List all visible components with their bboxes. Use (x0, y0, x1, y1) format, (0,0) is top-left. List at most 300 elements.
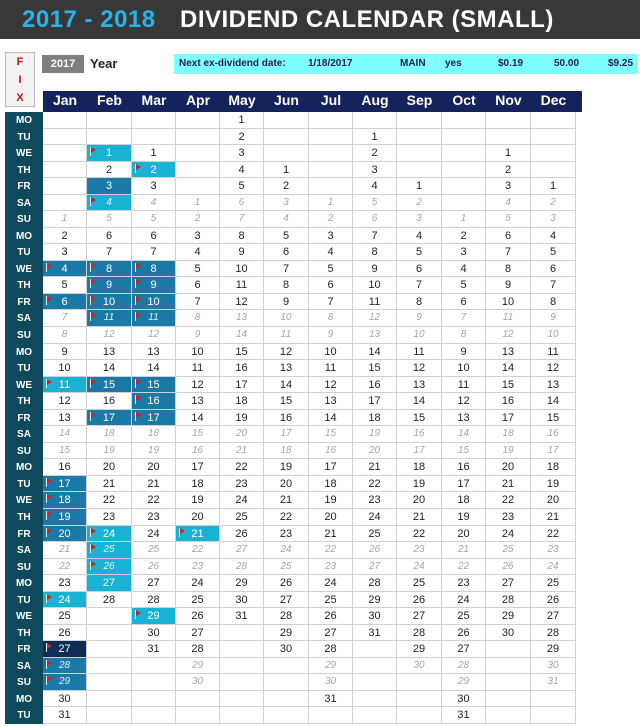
calendar-cell[interactable]: 9 (43, 344, 87, 361)
calendar-cell[interactable]: 6 (353, 211, 397, 228)
calendar-cell[interactable]: 13 (264, 360, 309, 377)
calendar-cell[interactable]: 25 (486, 542, 531, 559)
calendar-cell[interactable]: 30 (397, 658, 442, 675)
calendar-cell[interactable]: 2 (220, 129, 264, 146)
calendar-cell[interactable]: 10 (176, 344, 220, 361)
calendar-cell[interactable]: 1 (264, 162, 309, 179)
calendar-cell[interactable]: 19 (87, 443, 132, 460)
calendar-cell[interactable]: 4 (309, 244, 353, 261)
calendar-cell[interactable]: 15 (353, 360, 397, 377)
calendar-cell[interactable]: 28 (43, 658, 87, 675)
calendar-cell[interactable]: 30 (220, 592, 264, 609)
calendar-cell[interactable]: 18 (132, 426, 176, 443)
calendar-cell[interactable]: 9 (397, 310, 442, 327)
calendar-cell[interactable]: 16 (87, 393, 132, 410)
calendar-cell[interactable]: 9 (176, 327, 220, 344)
calendar-cell[interactable]: 8 (531, 294, 576, 311)
calendar-cell[interactable]: 23 (220, 476, 264, 493)
calendar-cell[interactable]: 16 (176, 443, 220, 460)
calendar-cell[interactable]: 22 (309, 542, 353, 559)
calendar-cell[interactable]: 31 (531, 674, 576, 691)
calendar-cell[interactable]: 21 (176, 526, 220, 543)
calendar-cell[interactable]: 31 (309, 691, 353, 708)
calendar-cell[interactable]: 2 (531, 195, 576, 212)
calendar-cell[interactable]: 17 (531, 443, 576, 460)
calendar-cell[interactable]: 23 (353, 492, 397, 509)
calendar-cell[interactable]: 31 (132, 641, 176, 658)
calendar-cell[interactable]: 3 (309, 228, 353, 245)
calendar-cell[interactable]: 9 (220, 244, 264, 261)
calendar-cell[interactable]: 5 (43, 277, 87, 294)
calendar-cell[interactable]: 26 (531, 592, 576, 609)
calendar-cell[interactable]: 12 (353, 310, 397, 327)
calendar-cell[interactable]: 12 (264, 344, 309, 361)
calendar-cell[interactable]: 8 (309, 310, 353, 327)
calendar-cell[interactable]: 7 (264, 261, 309, 278)
calendar-cell[interactable]: 9 (353, 261, 397, 278)
calendar-cell[interactable]: 29 (264, 625, 309, 642)
calendar-cell[interactable]: 6 (486, 228, 531, 245)
calendar-cell[interactable]: 12 (132, 327, 176, 344)
calendar-cell[interactable]: 15 (220, 344, 264, 361)
calendar-cell[interactable]: 1 (486, 145, 531, 162)
calendar-cell[interactable]: 10 (486, 294, 531, 311)
calendar-cell[interactable]: 3 (353, 162, 397, 179)
calendar-cell[interactable]: 7 (486, 244, 531, 261)
calendar-cell[interactable]: 7 (87, 244, 132, 261)
calendar-cell[interactable]: 24 (220, 492, 264, 509)
calendar-cell[interactable]: 14 (442, 426, 486, 443)
calendar-cell[interactable]: 17 (220, 377, 264, 394)
calendar-cell[interactable]: 28 (397, 625, 442, 642)
calendar-cell[interactable]: 6 (264, 244, 309, 261)
calendar-cell[interactable]: 10 (397, 327, 442, 344)
calendar-cell[interactable]: 19 (397, 476, 442, 493)
calendar-cell[interactable]: 23 (43, 575, 87, 592)
calendar-cell[interactable]: 26 (264, 575, 309, 592)
calendar-cell[interactable]: 29 (309, 658, 353, 675)
calendar-cell[interactable]: 27 (220, 542, 264, 559)
calendar-cell[interactable]: 27 (87, 575, 132, 592)
calendar-cell[interactable]: 15 (531, 410, 576, 427)
calendar-cell[interactable]: 14 (309, 410, 353, 427)
calendar-cell[interactable]: 18 (486, 426, 531, 443)
calendar-cell[interactable]: 28 (132, 592, 176, 609)
calendar-cell[interactable]: 22 (353, 476, 397, 493)
calendar-cell[interactable]: 15 (264, 393, 309, 410)
calendar-cell[interactable]: 12 (309, 377, 353, 394)
calendar-cell[interactable]: 18 (397, 459, 442, 476)
calendar-cell[interactable]: 14 (132, 360, 176, 377)
calendar-cell[interactable]: 5 (531, 244, 576, 261)
calendar-cell[interactable]: 11 (531, 344, 576, 361)
calendar-cell[interactable]: 11 (309, 360, 353, 377)
calendar-cell[interactable]: 27 (442, 641, 486, 658)
calendar-cell[interactable]: 4 (220, 162, 264, 179)
calendar-cell[interactable]: 16 (442, 459, 486, 476)
calendar-cell[interactable]: 14 (87, 360, 132, 377)
calendar-cell[interactable]: 24 (442, 592, 486, 609)
calendar-cell[interactable]: 8 (353, 244, 397, 261)
calendar-cell[interactable]: 9 (486, 277, 531, 294)
calendar-cell[interactable]: 6 (397, 261, 442, 278)
calendar-cell[interactable]: 25 (176, 592, 220, 609)
calendar-cell[interactable]: 16 (43, 459, 87, 476)
calendar-cell[interactable]: 25 (87, 542, 132, 559)
calendar-cell[interactable]: 11 (264, 327, 309, 344)
calendar-cell[interactable]: 24 (176, 575, 220, 592)
calendar-cell[interactable]: 31 (43, 707, 87, 724)
calendar-cell[interactable]: 2 (132, 162, 176, 179)
calendar-cell[interactable]: 22 (397, 526, 442, 543)
calendar-cell[interactable]: 26 (353, 542, 397, 559)
calendar-cell[interactable]: 23 (442, 575, 486, 592)
calendar-cell[interactable]: 21 (531, 509, 576, 526)
calendar-cell[interactable]: 15 (43, 443, 87, 460)
calendar-cell[interactable]: 12 (43, 393, 87, 410)
calendar-cell[interactable]: 19 (43, 509, 87, 526)
calendar-cell[interactable]: 3 (132, 178, 176, 195)
calendar-cell[interactable]: 27 (353, 559, 397, 576)
calendar-cell[interactable]: 1 (353, 129, 397, 146)
calendar-cell[interactable]: 20 (531, 492, 576, 509)
calendar-cell[interactable]: 18 (264, 443, 309, 460)
calendar-cell[interactable]: 17 (397, 443, 442, 460)
calendar-cell[interactable]: 8 (220, 228, 264, 245)
calendar-cell[interactable]: 3 (442, 244, 486, 261)
calendar-cell[interactable]: 12 (531, 360, 576, 377)
calendar-cell[interactable]: 16 (264, 410, 309, 427)
calendar-cell[interactable]: 21 (397, 509, 442, 526)
calendar-cell[interactable]: 15 (87, 377, 132, 394)
calendar-cell[interactable]: 4 (264, 211, 309, 228)
calendar-cell[interactable]: 27 (309, 625, 353, 642)
calendar-cell[interactable]: 20 (264, 476, 309, 493)
calendar-cell[interactable]: 12 (87, 327, 132, 344)
calendar-cell[interactable]: 28 (309, 641, 353, 658)
calendar-cell[interactable]: 21 (220, 443, 264, 460)
calendar-cell[interactable]: 20 (397, 492, 442, 509)
calendar-cell[interactable]: 10 (353, 277, 397, 294)
calendar-cell[interactable]: 24 (264, 542, 309, 559)
calendar-cell[interactable]: 18 (353, 410, 397, 427)
calendar-cell[interactable]: 14 (531, 393, 576, 410)
calendar-cell[interactable]: 25 (309, 592, 353, 609)
calendar-cell[interactable]: 18 (43, 492, 87, 509)
calendar-cell[interactable]: 1 (43, 211, 87, 228)
calendar-cell[interactable]: 13 (309, 393, 353, 410)
calendar-cell[interactable]: 14 (176, 410, 220, 427)
calendar-cell[interactable]: 18 (442, 492, 486, 509)
calendar-cell[interactable]: 7 (176, 294, 220, 311)
calendar-cell[interactable]: 25 (220, 509, 264, 526)
calendar-cell[interactable]: 8 (176, 310, 220, 327)
calendar-cell[interactable]: 15 (442, 443, 486, 460)
calendar-cell[interactable]: 20 (353, 443, 397, 460)
calendar-cell[interactable]: 1 (397, 178, 442, 195)
calendar-cell[interactable]: 8 (132, 261, 176, 278)
calendar-cell[interactable]: 12 (176, 377, 220, 394)
calendar-cell[interactable]: 28 (442, 658, 486, 675)
calendar-cell[interactable]: 30 (132, 625, 176, 642)
calendar-cell[interactable]: 12 (220, 294, 264, 311)
calendar-cell[interactable]: 9 (531, 310, 576, 327)
calendar-cell[interactable]: 18 (531, 459, 576, 476)
calendar-cell[interactable]: 24 (486, 526, 531, 543)
calendar-cell[interactable]: 8 (397, 294, 442, 311)
calendar-cell[interactable]: 27 (264, 592, 309, 609)
calendar-cell[interactable]: 7 (220, 211, 264, 228)
calendar-cell[interactable]: 6 (176, 277, 220, 294)
calendar-cell[interactable]: 13 (353, 327, 397, 344)
calendar-cell[interactable]: 20 (87, 459, 132, 476)
calendar-cell[interactable]: 1 (442, 211, 486, 228)
calendar-cell[interactable]: 11 (220, 277, 264, 294)
calendar-cell[interactable]: 17 (132, 410, 176, 427)
calendar-cell[interactable]: 23 (531, 542, 576, 559)
calendar-cell[interactable]: 21 (87, 476, 132, 493)
calendar-cell[interactable]: 26 (442, 625, 486, 642)
calendar-cell[interactable]: 28 (353, 575, 397, 592)
calendar-cell[interactable]: 16 (353, 377, 397, 394)
calendar-cell[interactable]: 30 (176, 674, 220, 691)
calendar-cell[interactable]: 25 (43, 608, 87, 625)
calendar-cell[interactable]: 24 (309, 575, 353, 592)
calendar-cell[interactable]: 3 (531, 211, 576, 228)
calendar-cell[interactable]: 23 (486, 509, 531, 526)
calendar-cell[interactable]: 20 (132, 459, 176, 476)
calendar-cell[interactable]: 1 (309, 195, 353, 212)
calendar-cell[interactable]: 4 (132, 195, 176, 212)
calendar-cell[interactable]: 13 (442, 410, 486, 427)
calendar-cell[interactable]: 1 (87, 145, 132, 162)
calendar-cell[interactable]: 13 (87, 344, 132, 361)
calendar-cell[interactable]: 8 (43, 327, 87, 344)
calendar-cell[interactable]: 14 (353, 344, 397, 361)
calendar-cell[interactable]: 21 (264, 492, 309, 509)
calendar-cell[interactable]: 20 (309, 509, 353, 526)
calendar-cell[interactable]: 28 (87, 592, 132, 609)
calendar-cell[interactable]: 25 (264, 559, 309, 576)
calendar-cell[interactable]: 2 (309, 211, 353, 228)
calendar-cell[interactable]: 6 (531, 261, 576, 278)
calendar-cell[interactable]: 2 (87, 162, 132, 179)
calendar-cell[interactable]: 16 (132, 393, 176, 410)
calendar-cell[interactable]: 21 (43, 542, 87, 559)
calendar-cell[interactable]: 15 (309, 426, 353, 443)
calendar-cell[interactable]: 9 (132, 277, 176, 294)
calendar-cell[interactable]: 25 (132, 542, 176, 559)
calendar-cell[interactable]: 3 (264, 195, 309, 212)
calendar-cell[interactable]: 10 (309, 344, 353, 361)
calendar-cell[interactable]: 22 (43, 559, 87, 576)
calendar-cell[interactable]: 24 (43, 592, 87, 609)
calendar-cell[interactable]: 26 (132, 559, 176, 576)
calendar-cell[interactable]: 10 (132, 294, 176, 311)
calendar-cell[interactable]: 28 (176, 641, 220, 658)
calendar-cell[interactable]: 19 (176, 492, 220, 509)
calendar-cell[interactable]: 8 (442, 327, 486, 344)
calendar-cell[interactable]: 5 (309, 261, 353, 278)
calendar-cell[interactable]: 12 (442, 393, 486, 410)
calendar-cell[interactable]: 23 (176, 559, 220, 576)
calendar-cell[interactable]: 2 (442, 228, 486, 245)
calendar-cell[interactable]: 10 (43, 360, 87, 377)
calendar-cell[interactable]: 29 (442, 674, 486, 691)
calendar-cell[interactable]: 13 (220, 310, 264, 327)
calendar-cell[interactable]: 25 (397, 575, 442, 592)
calendar-cell[interactable]: 22 (486, 492, 531, 509)
calendar-cell[interactable]: 26 (486, 559, 531, 576)
calendar-cell[interactable]: 15 (176, 426, 220, 443)
calendar-cell[interactable]: 26 (176, 608, 220, 625)
calendar-cell[interactable]: 13 (43, 410, 87, 427)
calendar-cell[interactable]: 5 (87, 211, 132, 228)
calendar-cell[interactable]: 23 (264, 526, 309, 543)
calendar-cell[interactable]: 7 (353, 228, 397, 245)
calendar-cell[interactable]: 20 (486, 459, 531, 476)
calendar-cell[interactable]: 4 (486, 195, 531, 212)
calendar-cell[interactable]: 30 (531, 658, 576, 675)
calendar-cell[interactable]: 19 (353, 426, 397, 443)
calendar-cell[interactable]: 7 (442, 310, 486, 327)
calendar-cell[interactable]: 4 (397, 228, 442, 245)
calendar-cell[interactable]: 16 (397, 426, 442, 443)
calendar-cell[interactable]: 5 (353, 195, 397, 212)
calendar-cell[interactable]: 15 (486, 377, 531, 394)
calendar-cell[interactable]: 11 (486, 310, 531, 327)
calendar-cell[interactable]: 17 (486, 410, 531, 427)
calendar-cell[interactable]: 22 (264, 509, 309, 526)
calendar-cell[interactable]: 19 (442, 509, 486, 526)
calendar-cell[interactable]: 17 (264, 426, 309, 443)
calendar-cell[interactable]: 5 (486, 211, 531, 228)
calendar-cell[interactable]: 28 (220, 559, 264, 576)
calendar-cell[interactable]: 19 (264, 459, 309, 476)
calendar-cell[interactable]: 5 (132, 211, 176, 228)
calendar-cell[interactable]: 6 (87, 228, 132, 245)
calendar-cell[interactable]: 2 (397, 195, 442, 212)
calendar-cell[interactable]: 10 (220, 261, 264, 278)
calendar-cell[interactable]: 28 (531, 625, 576, 642)
calendar-cell[interactable]: 14 (397, 393, 442, 410)
calendar-cell[interactable]: 18 (176, 476, 220, 493)
calendar-cell[interactable]: 24 (132, 526, 176, 543)
calendar-cell[interactable]: 3 (397, 211, 442, 228)
calendar-cell[interactable]: 10 (531, 327, 576, 344)
calendar-cell[interactable]: 15 (397, 410, 442, 427)
calendar-cell[interactable]: 27 (486, 575, 531, 592)
calendar-cell[interactable]: 26 (220, 526, 264, 543)
year-input[interactable]: 2017 (42, 55, 84, 73)
calendar-cell[interactable]: 2 (353, 145, 397, 162)
calendar-cell[interactable]: 19 (309, 492, 353, 509)
calendar-cell[interactable]: 19 (486, 443, 531, 460)
calendar-cell[interactable]: 17 (87, 410, 132, 427)
calendar-cell[interactable]: 23 (309, 559, 353, 576)
calendar-cell[interactable]: 6 (132, 228, 176, 245)
calendar-cell[interactable]: 3 (176, 228, 220, 245)
calendar-cell[interactable]: 21 (353, 459, 397, 476)
calendar-cell[interactable]: 11 (397, 344, 442, 361)
calendar-cell[interactable]: 2 (264, 178, 309, 195)
calendar-cell[interactable]: 21 (486, 476, 531, 493)
calendar-cell[interactable]: 26 (309, 608, 353, 625)
calendar-cell[interactable]: 6 (309, 277, 353, 294)
calendar-cell[interactable]: 17 (43, 476, 87, 493)
calendar-cell[interactable]: 13 (397, 377, 442, 394)
calendar-cell[interactable]: 18 (220, 393, 264, 410)
calendar-cell[interactable]: 26 (397, 592, 442, 609)
calendar-cell[interactable]: 5 (397, 244, 442, 261)
calendar-cell[interactable]: 16 (220, 360, 264, 377)
calendar-cell[interactable]: 14 (43, 426, 87, 443)
calendar-cell[interactable]: 17 (176, 459, 220, 476)
calendar-cell[interactable]: 11 (176, 360, 220, 377)
calendar-cell[interactable]: 8 (486, 261, 531, 278)
calendar-cell[interactable]: 1 (531, 178, 576, 195)
calendar-cell[interactable]: 22 (87, 492, 132, 509)
calendar-cell[interactable]: 26 (43, 625, 87, 642)
calendar-cell[interactable]: 1 (132, 145, 176, 162)
calendar-cell[interactable]: 11 (442, 377, 486, 394)
calendar-cell[interactable]: 18 (87, 426, 132, 443)
calendar-cell[interactable]: 4 (176, 244, 220, 261)
calendar-cell[interactable]: 4 (87, 195, 132, 212)
calendar-cell[interactable]: 4 (43, 261, 87, 278)
calendar-cell[interactable]: 17 (442, 476, 486, 493)
calendar-cell[interactable]: 21 (442, 542, 486, 559)
calendar-cell[interactable]: 24 (353, 509, 397, 526)
calendar-cell[interactable]: 31 (220, 608, 264, 625)
calendar-cell[interactable]: 30 (264, 641, 309, 658)
calendar-cell[interactable]: 9 (309, 327, 353, 344)
calendar-cell[interactable]: 22 (176, 542, 220, 559)
calendar-cell[interactable]: 9 (264, 294, 309, 311)
calendar-cell[interactable]: 14 (264, 377, 309, 394)
calendar-cell[interactable]: 23 (397, 542, 442, 559)
calendar-cell[interactable]: 3 (87, 178, 132, 195)
calendar-cell[interactable]: 25 (353, 526, 397, 543)
calendar-cell[interactable]: 27 (176, 625, 220, 642)
calendar-cell[interactable]: 27 (43, 641, 87, 658)
calendar-cell[interactable]: 7 (43, 310, 87, 327)
calendar-cell[interactable]: 3 (43, 244, 87, 261)
calendar-cell[interactable]: 5 (264, 228, 309, 245)
calendar-cell[interactable]: 22 (220, 459, 264, 476)
calendar-cell[interactable]: 7 (397, 277, 442, 294)
calendar-cell[interactable]: 18 (309, 476, 353, 493)
calendar-cell[interactable]: 20 (43, 526, 87, 543)
calendar-cell[interactable]: 1 (176, 195, 220, 212)
calendar-cell[interactable]: 31 (353, 625, 397, 642)
calendar-cell[interactable]: 10 (442, 360, 486, 377)
calendar-cell[interactable]: 23 (87, 509, 132, 526)
calendar-cell[interactable]: 17 (353, 393, 397, 410)
calendar-cell[interactable]: 29 (220, 575, 264, 592)
calendar-cell[interactable]: 10 (87, 294, 132, 311)
calendar-cell[interactable]: 17 (309, 459, 353, 476)
calendar-cell[interactable]: 2 (176, 211, 220, 228)
calendar-cell[interactable]: 11 (132, 310, 176, 327)
fix-button[interactable] (5, 52, 35, 107)
calendar-cell[interactable]: 29 (397, 641, 442, 658)
calendar-cell[interactable]: 24 (87, 526, 132, 543)
calendar-cell[interactable]: 11 (353, 294, 397, 311)
calendar-cell[interactable]: 1 (220, 112, 264, 129)
calendar-cell[interactable]: 10 (264, 310, 309, 327)
calendar-cell[interactable]: 22 (442, 559, 486, 576)
